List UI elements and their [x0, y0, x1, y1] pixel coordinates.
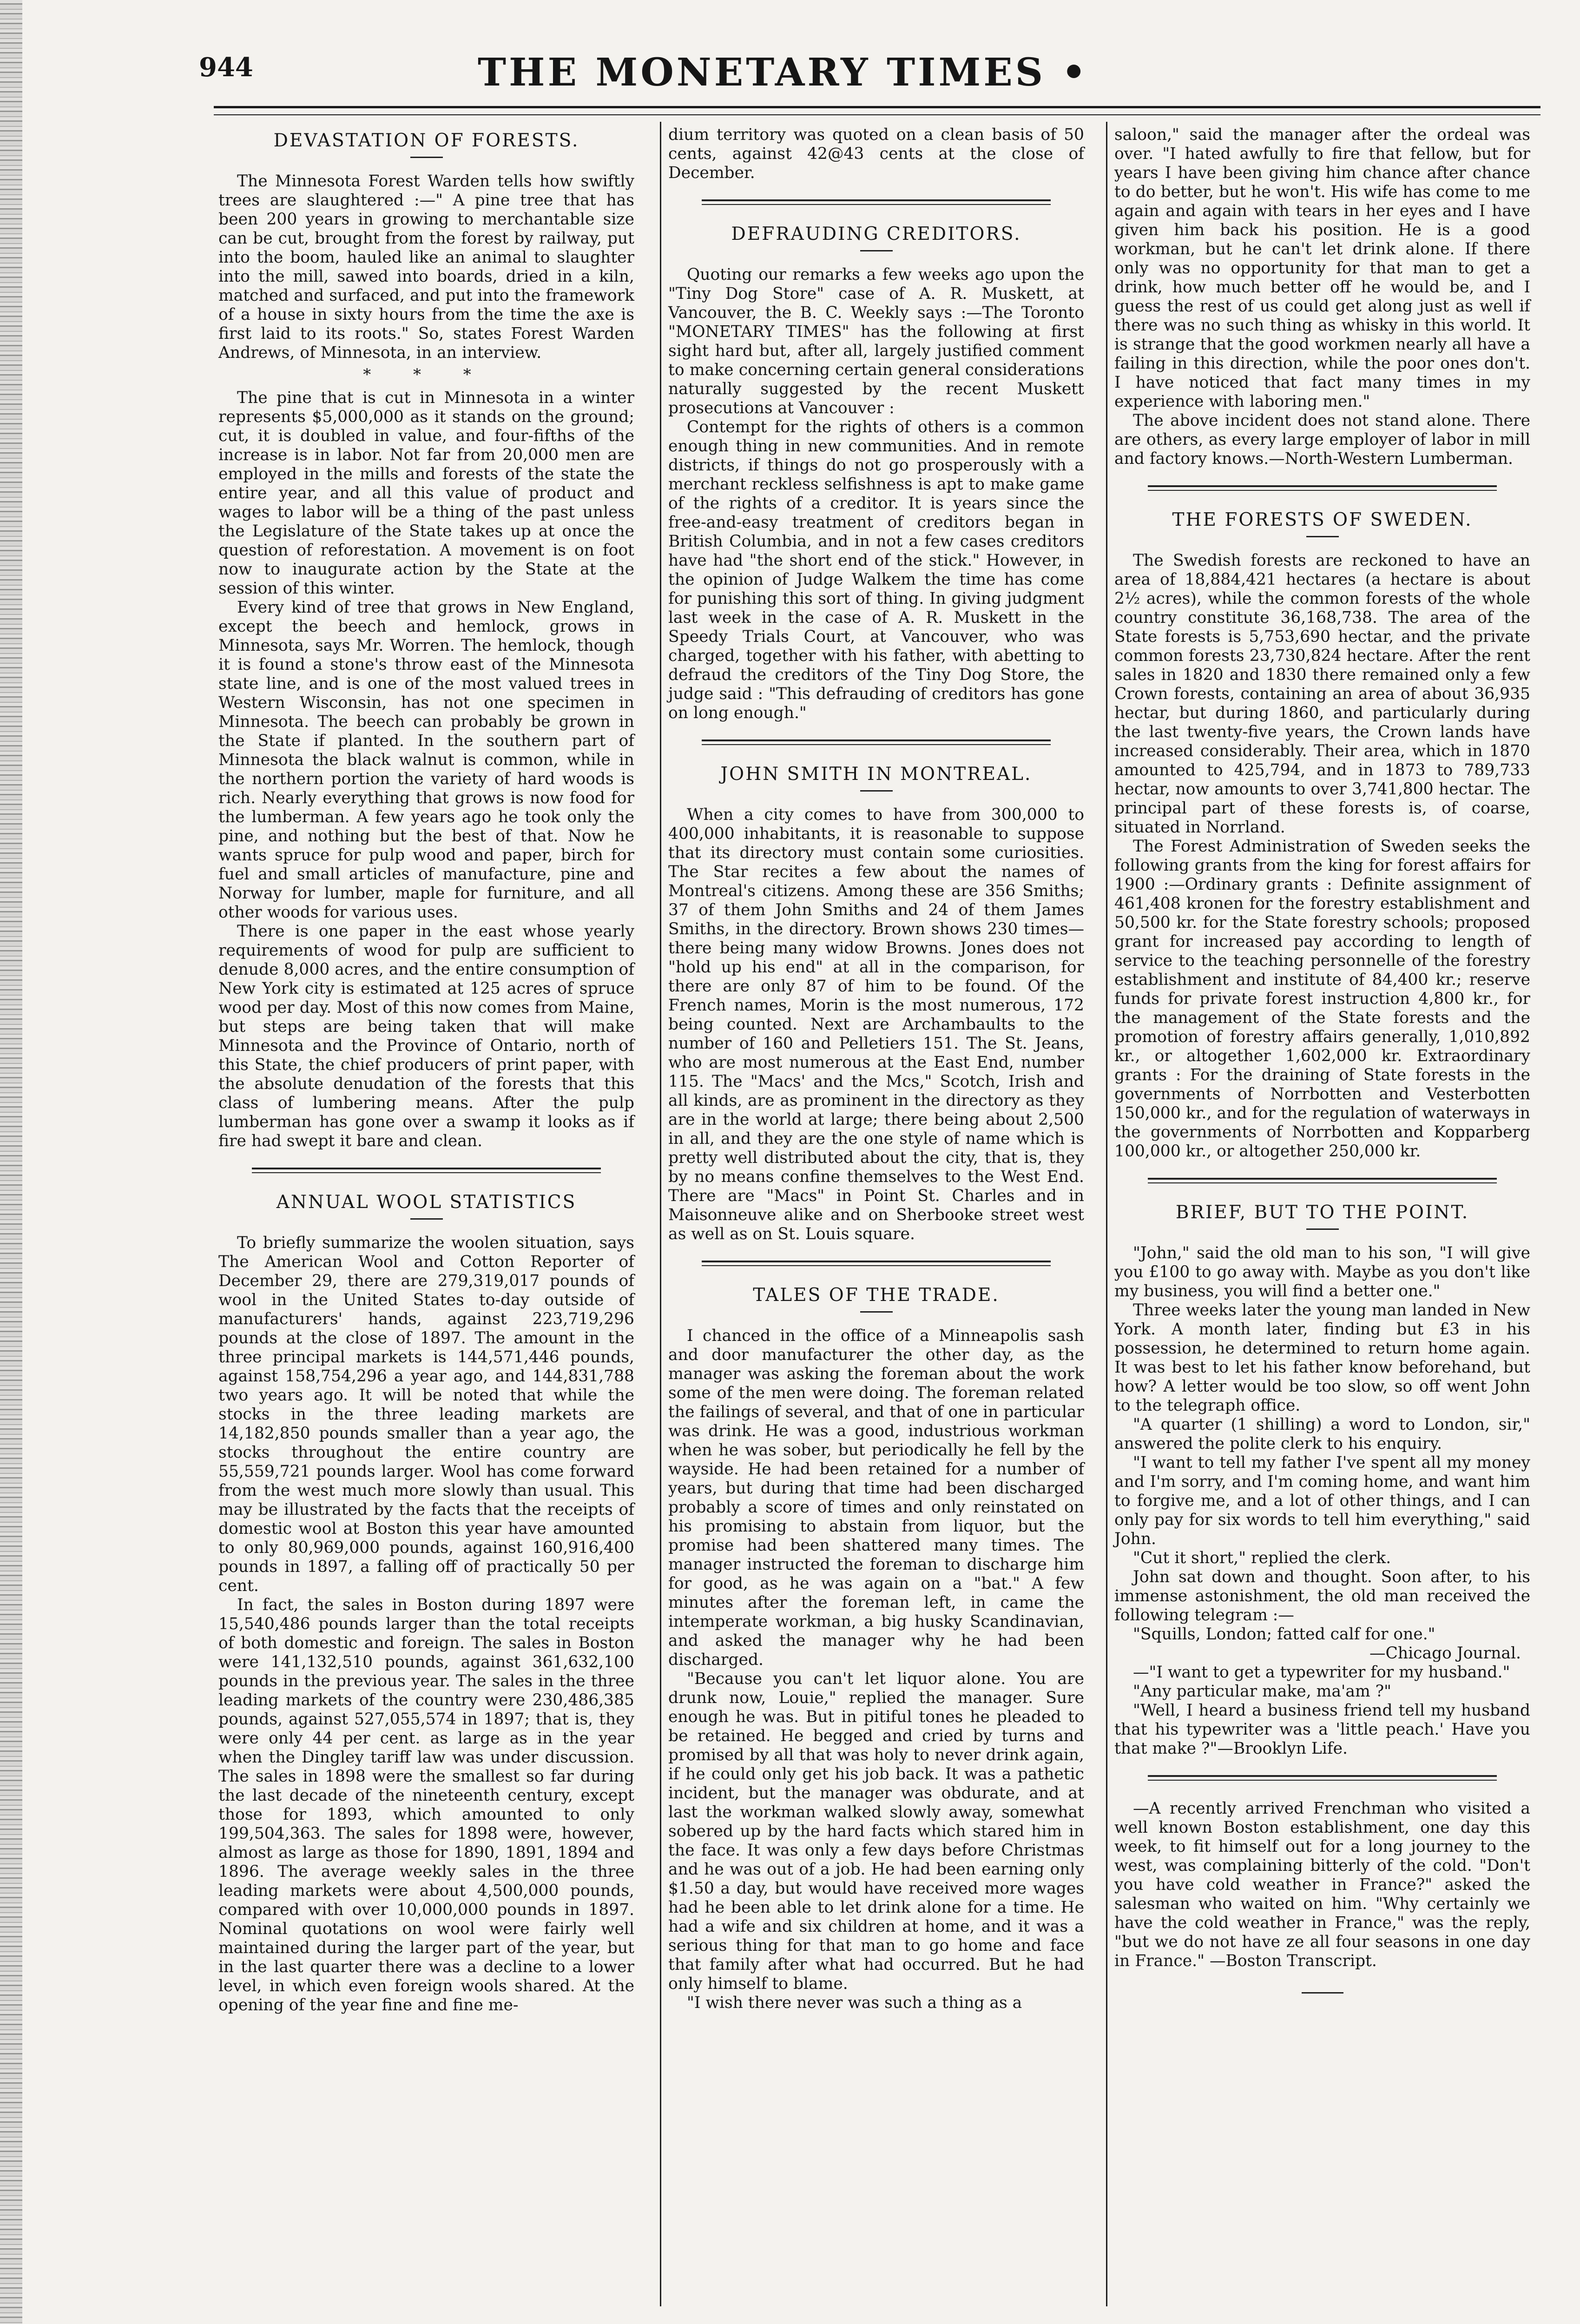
paragraph: "Cut it short," replied the clerk.: [1133, 1549, 1391, 1567]
paragraph: John sat down and thought. Soon after, to his immense astonishment, the old man received the following telegram :—: [1114, 1568, 1530, 1624]
paragraph: "I want to tell my father I've spent all my money and I'm sorry, and I'm coming home, and want him to forgive me, and a lot of other things, and I can only pay for six words to tell him everything," said John.: [1114, 1453, 1530, 1548]
paragraph: When a city comes to have from 300,000 to 400,000 inhabitants, it is reasonable to suppose that its directory must contain some curiosities. The Star recites a few about the names of Montreal's citizens. Among these are 356 Smiths; 37 of them John Smiths and 24 of them James Smiths, in the directory. Brown shows 230 times—there being many widow Browns. Jones does not "hold up his end" at all in the comparison, for there are only 87 of him to be found. Of the French names, Morin is the most numerous, 172 being counted. Next are Archambaults to the number of 160 and Pelletiers 151. The St. Jeans, who are most numerous at the East End, number 115. The "Macs' and the Mcs," Scotch, Irish and all kinds, are as prominent in the directory as they are in the world at large; there being about 2,500 in all, and they are the one style of name which is pretty well distributed about the city, that is, they by no means confine themselves to the West End. There are "Macs" in Point St. Charles and in Maisonneuve alike and on Sherbooke street west as well as on St. Louis square.: [668, 805, 1084, 1243]
section-divider: [1148, 1775, 1497, 1781]
section-divider: [1148, 485, 1497, 491]
paragraph: "A quarter (1 shilling) a word to London, sir," answered the polite clerk to his enquiry.: [1114, 1415, 1530, 1453]
title-rule: [1306, 1228, 1339, 1230]
article-brief-but-to-the-point: [1114, 1202, 1530, 1994]
article-john-smith-in-montreal: [668, 764, 1084, 1244]
title-rule: [410, 157, 443, 158]
article-tales-of-the-trade: [668, 1285, 1084, 2013]
column-3: [1114, 125, 1530, 1994]
paragraph: Every kind of tree that grows in New England, except the beech and hemlock, grows in Minnesota, says Mr. Worren. The hemlock, though it is found a stone's throw east of the Minnesota state line, and is one of the most valued trees in Western Wisconsin, has not one specimen in Minnesota. The beech can probably be grown in the State if planted. In the southern part of Minnesota the black walnut is common, while in the northern portion the variety of hard woods is rich. Nearly everything that grows is now food for the lumberman. A few years ago he took only the pine, and nothing but the best of that. Now he wants spruce for pulp wood and paper, birch for fuel and small articles of manufacture, pine and Norway for lumber, maple for furniture, and all other woods for various uses.: [218, 598, 634, 922]
article-devastation-of-forests: [218, 130, 634, 1151]
header-rule-thin: [214, 114, 1540, 115]
paragraph: "John," said the old man to his son, "I will give you £100 to go away with. Maybe as you don't like my business, you will find a better one.": [1114, 1244, 1530, 1301]
end-rule: [1302, 1992, 1343, 1994]
column-rule: [660, 122, 661, 2306]
section-divider: [252, 1168, 601, 1173]
article-title: DEVASTATION OF FORESTS.: [273, 130, 579, 151]
masthead-title: THE MONETARY TIMES •: [478, 50, 1089, 95]
paragraph: Contempt for the rights of others is a common enough thing in new communities. And in remote districts, if things do not go prosperously with a merchant reckless selfishness is apt to make game of the rights of a creditor. It is years since the free-and-easy treatment of creditors began in British Columbia, and in not a few cases creditors have had "the short end of the stick." However, in the opinion of Judge Walkem the time has come for punishing this sort of thing. In giving judgment last week in the case of A. R. Muskett in the Speedy Trials Court, at Vancouver, who was charged, together with his father, with abetting to defraud the creditors of the Tiny Dog Store, the judge said : "This defrauding of creditors has gone on long enough.": [668, 418, 1084, 722]
attribution: —Chicago Journal.: [1369, 1644, 1521, 1663]
section-divider: [702, 199, 1051, 205]
title-rule: [860, 250, 893, 251]
title-rule: [1306, 536, 1339, 537]
paragraph: The above incident does not stand alone. There are others, as every large employer of labor in mill and factory knows.—North-Western Lumberman.: [1114, 411, 1530, 468]
page-number: 944: [199, 52, 253, 83]
article-title: BRIEF, BUT TO THE POINT.: [1175, 1202, 1469, 1223]
paragraph: "I wish there never was such a thing as a: [687, 1994, 1022, 2012]
article-title: TALES OF THE TRADE.: [753, 1285, 1000, 1306]
column-rule: [1106, 122, 1107, 2306]
header-rule-thick: [214, 106, 1540, 108]
paragraph-continued: saloon," said the manager after the ordeal was over. "I hated awfully to fire that fellow, but for years I have been giving him chance after chance to do better, but he won't. His wife has come to me again and again with tears in her eyes and I have given him back his position. He is a good workman, but he can't let drink alone. If there only was no opportunity for that man to get a drink, how much better off he would be, and I guess the rest of us could get along just as well if there was no such thing as whisky in this world. It is strange that the good workmen nearly all have a failing in this direction, while the poor ones don't. I have noticed that fact many times in my experience with laboring men.": [1114, 125, 1530, 411]
article-title: DEFRAUDING CREDITORS.: [731, 224, 1021, 244]
paragraph: —"I want to get a typewriter for my husband.": [1133, 1663, 1510, 1682]
title-rule: [860, 1311, 893, 1313]
paragraph: I chanced in the office of a Minneapolis sash and door manufacturer the other day, as the manager was asking the foreman about the work some of the men were doing. The foreman related the failings of several, and that of one in particular was drink. He was a good, industrious workman when he was sober, but periodically he fell by the wayside. He had been retained for a number of years, but during that time had been discharged probably a score of times and only reinstated on his promising to abstain from liquor, but the promise had been shattered many times. The manager instructed the foreman to discharge him for good, as he was again on a "bat." A few minutes after the foreman left, in came the intemperate workman, a big husky Scandinavian, and asked the manager why he had been discharged.: [668, 1327, 1084, 1669]
paragraph: To briefly summarize the woolen situation, says The American Wool and Cotton Reporter of December 29, there are 279,319,017 pounds of wool in the United States to-day outside of manufacturers' hands, against 223,719,296 pounds at the close of 1897. The amount in the three principal markets is 144,571,446 pounds, against 158,754,296 a year ago, and 144,831,788 two years ago. It will be noted that while the stocks in the three leading markets are 14,182,850 pounds smaller than a year ago, the stocks throughout the entire country are 55,559,721 pounds larger. Wool has come forward from the west much more slowly than usual. This may be illustrated by the facts that the receipts of domestic wool at Boston this year have amounted to only 80,969,000 pounds, against 160,916,400 pounds in 1897, a falling off of practically 50 per cent.: [218, 1234, 634, 1595]
section-divider: [702, 739, 1051, 745]
title-rule: [410, 1218, 443, 1220]
article-forests-of-sweden: [1114, 509, 1530, 1161]
paragraph: Three weeks later the young man landed in New York. A month later, finding but £3 in his possession, he determined to return home again. It was best to let his father know beforehand, but how? A letter would be too slow, so off went John to the telegraph office.: [1114, 1301, 1530, 1415]
title-rule: [860, 790, 893, 792]
paragraph: "Squills, London; fatted calf for one.": [1133, 1625, 1435, 1644]
paragraph: —A recently arrived Frenchman who visited a well known Boston establishment, one day this week, to fit himself out for a long journey to the west, was complaining bitterly of the cold. "Don't you have cold weather in France?" asked the salesman who waited on him. "Why certainly we have the cold weather in France," was the reply, "but we do not have ze all four seasons in one day in France." —Boston Transcript.: [1114, 1799, 1530, 1970]
article-title: JOHN SMITH IN MONTREAL.: [720, 764, 1032, 785]
paragraph: The Minnesota Forest Warden tells how swiftly trees are slaughtered :—" A pine tree that has been 200 years in growing to merchantable size can be cut, brought from the forest by railway, put into the boom, hauled like an animal to slaughter into the mill, sawed into boards, dried in a kiln, matched and surfaced, and put into the framework of a house in sixty hours from the time the axe is first laid to its roots." So, states Forest Warden Andrews, of Minnesota, in an interview.: [218, 172, 634, 362]
section-stars: * * *: [363, 365, 490, 384]
paragraph: In fact, the sales in Boston during 1897 were 15,540,486 pounds larger than the total receipts of both domestic and foreign. The sales in Boston were 141,132,510 pounds, against 361,632,100 pounds in the previous year. The sales in the three leading markets of the country were 230,486,385 pounds, against 527,055,574 in 1897; that is, they were only 44 per cent. as large as in the year when the Dingley tariff law was under discussion. The sales in 1898 were the smallest so far during the last decade of the nineteenth century, except those for 1893, which amounted to only 199,504,363. The sales for 1898 were, however, almost as large as those for 1890, 1891, 1894 and 1896. The average weekly sales in the three leading markets were about 4,500,000 pounds, compared with over 10,000,000 pounds in 1897. Nominal quotations on wool were fairly well maintained during the larger part of the year, but in the last quarter there was a decline to a lower level, in which even foreign wools shared. At the opening of the year fine and fine me-: [218, 1596, 634, 2014]
article-annual-wool-statistics: [218, 1192, 634, 2015]
paragraph: "Well, I heard a business friend tell my husband that his typewriter was a 'little peach.' Have you that make ?"—Brooklyn Life.: [1114, 1701, 1530, 1758]
paragraph: The Swedish forests are reckoned to have an area of 18,884,421 hectares (a hectare is about 2½ acres), while the common forests of the whole country constitute 36,168,738. The area of the State forests is 5,753,690 hectar, and the private common forests 23,730,824 hectare. After the rent sales in 1820 and 1830 there remained only a few Crown forests, containing an area of about 36,935 hectar, but during 1860, and particularly during the last twenty-five years, the Crown lands have increased considerably. Their area, which in 1870 amounted to 425,794, and in 1873 to 789,733 hectar, now amounts to over 3,741,800 hectar. The principal part of these forests is, of coarse, situated in Norrland.: [1114, 551, 1530, 837]
paragraph: There is one paper in the east whose yearly requirements of wood for pulp are sufficient to denude 8,000 acres, and the entire consumption of New York city is estimated at 125 acres of spruce wood per day. Most of this now comes from Maine, but steps are being taken that will make Minnesota and the Province of Ontario, north of this State, the chief producers of print paper, with the absolute denudation of the forests that this class of lumbering means. After the pulp lumberman has gone over a swamp it looks as if fire had swept it bare and clean.: [218, 922, 634, 1150]
article-defrauding-creditors: [668, 224, 1084, 723]
article-title: ANNUAL WOOL STATISTICS: [276, 1192, 577, 1213]
page-header: [199, 50, 1547, 111]
paragraph: "Because you can't let liquor alone. You are drunk now, Louie," replied the manager. Sure enough he was. But in pitiful tones he pleaded to be retained. He begged and cried by turns and promised by all that was holy to never drink again, if he could only get his job back. It was a pathetic incident, but the manager was obdurate, and at last the workman walked slowly away, somewhat sobered up by the hard facts which stared him in the face. It was only a few days before Christmas and he was out of a job. He had been earning only $1.50 a day, but would have received more wages had he been able to let drink alone for a time. He had a wife and six children at home, and it was a serious thing for that man to go home and face that family after what had occurred. But he had only himself to blame.: [668, 1670, 1084, 1993]
paragraph-continued: dium territory was quoted on a clean basis of 50 cents, against 42@43 cents at the close of December.: [668, 125, 1084, 182]
section-divider: [1148, 1178, 1497, 1183]
article-title: THE FORESTS OF SWEDEN.: [1172, 509, 1473, 530]
ornament: •: [1061, 50, 1089, 95]
paragraph: Quoting our remarks a few weeks ago upon the "Tiny Dog Store" case of A. R. Muskett, at Vancouver, the B. C. Weekly says :—The Toronto "MONETARY TIMES" has the following at first sight hard but, after all, largely justified comment to make concerning certain general considerations naturally suggested by the recent Muskett prosecutions at Vancouver :: [668, 265, 1084, 417]
section-divider: [702, 1261, 1051, 1266]
column-2: [668, 125, 1084, 2013]
column-1: [218, 125, 634, 2015]
paragraph: The Forest Administration of Sweden seeks the following grants from the king for forest affairs for 1900 :—Ordinary grants : Definite assignment of 461,408 kronen for the forestry establishment and 50,500 kr. for the State forestry schools; proposed grant for increased pay according to length of service to the teaching personnelle of the forestry establishment and institute of 84,400 kr.; reserve funds for private forest instruction 4,800 kr., for the management of the State forests and the promotion of forestry affairs generally, 1,010,892 kr., or altogether 1,602,000 kr. Extraordinary grants : For the draining of State forests in the governments of Norrbotten and Vesterbotten 150,000 kr., and for the regulation of waterways in the governments of Norrbotten and Kopparberg 100,000 kr., or altogether 250,000 kr.: [1114, 837, 1530, 1161]
paragraph: The pine that is cut in Minnesota in a winter represents $5,000,000 as it stands on the ground; cut, it is doubled in value, and four-fifths of the increase is in labor. Not far from 20,000 men are employed in the mills and forests of the state the entire year, and all this value of product and wages to labor will be a thing of the past unless the Legislature of the State takes up at once the question of reforestation. A movement is on foot now to inaugurate action by the State at the session of this winter.: [218, 389, 634, 598]
page-binding-edge: [0, 0, 22, 2324]
paragraph: "Any particular make, ma'am ?": [1133, 1682, 1392, 1701]
